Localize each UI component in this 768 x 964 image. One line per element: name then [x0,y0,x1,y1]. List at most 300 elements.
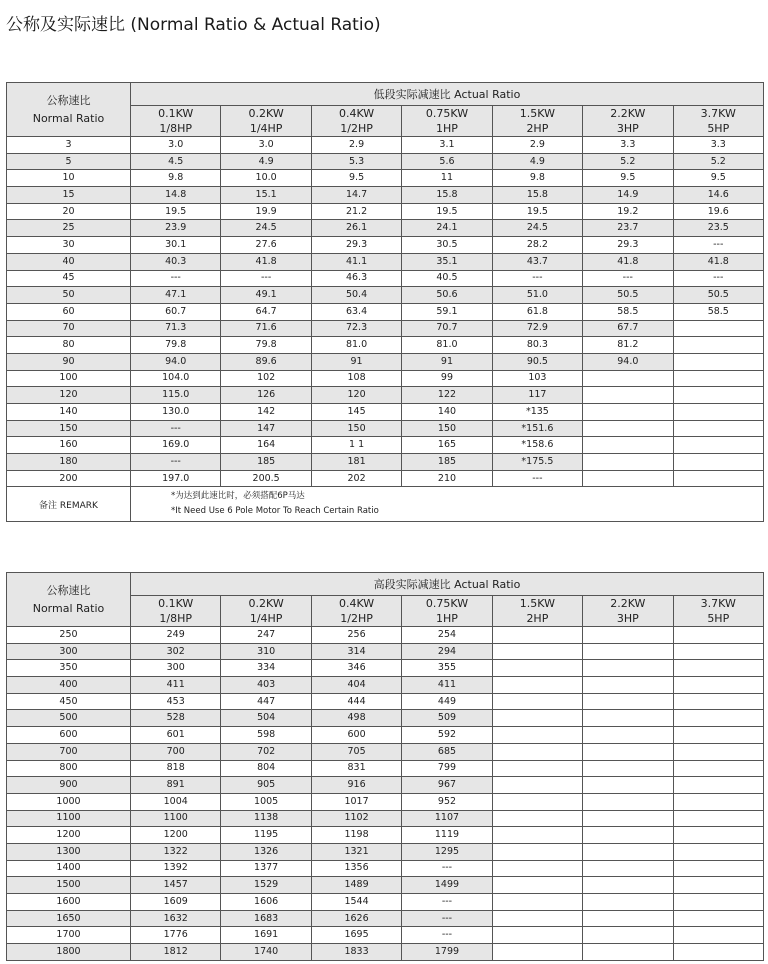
actual-ratio-cell: 79.8 [131,337,221,354]
table-row [7,203,764,220]
table-row [7,843,764,860]
actual-ratio-cell: 94.0 [131,353,221,370]
power-hp-label: 2HP [526,612,549,625]
actual-ratio-cell [492,793,582,810]
table-row [7,387,764,404]
power-column-header [492,106,582,137]
normal-ratio-cell: 70 [7,320,131,337]
actual-ratio-cell: 1632 [131,910,221,927]
actual-ratio-cell: 310 [221,643,311,660]
normal-ratio-label-cn: 公称速比 [46,583,91,597]
actual-ratio-cell [583,843,673,860]
actual-ratio-cell [492,927,582,944]
actual-ratio-cell: 411 [402,677,492,694]
actual-ratio-cell: 164 [221,437,311,454]
actual-ratio-cell: 130.0 [131,404,221,421]
table-row [7,810,764,827]
actual-ratio-cell [673,337,763,354]
actual-ratio-cell: 30.1 [131,237,221,254]
power-column-header [221,596,311,627]
actual-ratio-cell: 1100 [131,810,221,827]
actual-ratio-cell: 49.1 [221,287,311,304]
actual-ratio-cell: 1609 [131,894,221,911]
actual-ratio-cell: 449 [402,693,492,710]
power-column-header [131,596,221,627]
actual-ratio-cell: 9.8 [131,170,221,187]
actual-ratio-cell: 294 [402,643,492,660]
actual-ratio-cell: 247 [221,627,311,644]
actual-ratio-cell: 29.3 [583,237,673,254]
actual-ratio-cell [673,843,763,860]
actual-ratio-cell: 80.3 [492,337,582,354]
actual-ratio-cell: 1102 [311,810,401,827]
table-row [7,777,764,794]
actual-ratio-cell: 249 [131,627,221,644]
actual-ratio-cell [492,777,582,794]
actual-ratio-cell [673,877,763,894]
actual-ratio-cell: 334 [221,660,311,677]
power-hp-label: 5HP [707,122,730,135]
actual-ratio-cell: 1833 [311,944,401,961]
actual-ratio-cell [583,760,673,777]
actual-ratio-cell [583,777,673,794]
actual-ratio-cell: 3.0 [221,137,311,154]
actual-ratio-cell: 1499 [402,877,492,894]
actual-ratio-cell [492,760,582,777]
actual-ratio-cell [583,743,673,760]
actual-ratio-cell [673,370,763,387]
actual-ratio-cell [583,810,673,827]
actual-ratio-cell: 150 [311,420,401,437]
actual-ratio-cell: 14.6 [673,187,763,204]
actual-ratio-cell: 147 [221,420,311,437]
actual-ratio-cell: 1695 [311,927,401,944]
actual-ratio-cell: *175.5 [492,454,582,471]
actual-ratio-cell [673,320,763,337]
actual-ratio-cell: 403 [221,677,311,694]
normal-ratio-cell: 400 [7,677,131,694]
actual-ratio-cell [673,827,763,844]
actual-ratio-cell: 1 1 [311,437,401,454]
actual-ratio-cell: 24.1 [402,220,492,237]
table-row [7,677,764,694]
actual-ratio-cell: 705 [311,743,401,760]
actual-ratio-cell: 404 [311,677,401,694]
actual-ratio-cell: 14.9 [583,187,673,204]
actual-ratio-cell: 185 [221,454,311,471]
actual-ratio-cell: 1544 [311,894,401,911]
normal-ratio-cell: 1400 [7,860,131,877]
normal-ratio-cell: 1200 [7,827,131,844]
actual-ratio-cell: 314 [311,643,401,660]
actual-ratio-cell: 202 [311,470,401,487]
actual-ratio-cell: 799 [402,760,492,777]
actual-ratio-cell: 3.1 [402,137,492,154]
table-row [7,303,764,320]
table-row [7,643,764,660]
normal-ratio-cell: 100 [7,370,131,387]
actual-ratio-cell: --- [402,927,492,944]
remark-note-en: *It Need Use 6 Pole Motor To Reach Certain Ratio [171,506,379,517]
actual-ratio-cell: 40.3 [131,253,221,270]
power-kw-label: 2.2KW [610,107,646,120]
actual-ratio-cell [583,677,673,694]
actual-ratio-cell: 71.3 [131,320,221,337]
actual-ratio-cell: 15.8 [492,187,582,204]
actual-ratio-cell [492,860,582,877]
actual-ratio-cell [673,643,763,660]
table-row [7,827,764,844]
table-row [7,370,764,387]
actual-ratio-cell: 700 [131,743,221,760]
actual-ratio-cell [583,827,673,844]
actual-ratio-cell: 165 [402,437,492,454]
actual-ratio-cell: --- [583,270,673,287]
power-kw-label: 3.7KW [700,107,736,120]
normal-ratio-cell: 80 [7,337,131,354]
high-table-body [7,627,764,961]
power-hp-label: 3HP [616,612,639,625]
actual-ratio-cell: 181 [311,454,401,471]
actual-ratio-cell: 1691 [221,927,311,944]
actual-ratio-cell: 142 [221,404,311,421]
actual-ratio-cell: 1017 [311,793,401,810]
actual-ratio-cell: 140 [402,404,492,421]
table-row [7,660,764,677]
normal-ratio-cell: 1800 [7,944,131,961]
page-title: 公称及实际速比 (Normal Ratio & Actual Ratio) [6,15,381,35]
actual-ratio-cell: --- [492,270,582,287]
actual-ratio-cell: 59.1 [402,303,492,320]
power-hp-label: 1/8HP [159,122,193,135]
actual-ratio-cell: 50.6 [402,287,492,304]
table-row [7,353,764,370]
power-hp-label: 1/2HP [340,122,373,135]
actual-ratio-cell [673,910,763,927]
table-row [7,894,764,911]
actual-ratio-cell [673,710,763,727]
actual-ratio-cell: 1005 [221,793,311,810]
actual-ratio-cell: 1356 [311,860,401,877]
normal-ratio-cell: 350 [7,660,131,677]
normal-ratio-cell: 1300 [7,843,131,860]
low-table-body [7,137,764,487]
table-row [7,170,764,187]
actual-ratio-cell: 19.6 [673,203,763,220]
actual-ratio-cell [492,827,582,844]
actual-ratio-cell: --- [131,420,221,437]
normal-ratio-cell: 1650 [7,910,131,927]
actual-ratio-cell: 9.5 [673,170,763,187]
actual-ratio-cell [583,420,673,437]
power-kw-label: 0.4KW [338,597,375,610]
actual-ratio-cell: 115.0 [131,387,221,404]
table-row [7,743,764,760]
actual-ratio-cell: 10.0 [221,170,311,187]
power-column-header [221,106,311,137]
normal-ratio-cell: 1000 [7,793,131,810]
actual-ratio-cell: --- [492,470,582,487]
actual-ratio-cell: *135 [492,404,582,421]
actual-ratio-cell: 818 [131,760,221,777]
power-hp-label: 1/4HP [249,612,283,625]
actual-ratio-cell: 1107 [402,810,492,827]
table-row [7,437,764,454]
table-row [7,910,764,927]
actual-ratio-cell: 81.2 [583,337,673,354]
actual-ratio-cell: --- [402,910,492,927]
actual-ratio-cell: 831 [311,760,401,777]
actual-ratio-cell: 1377 [221,860,311,877]
normal-ratio-cell: 15 [7,187,131,204]
actual-ratio-cell: 60.7 [131,303,221,320]
actual-ratio-cell: 1321 [311,843,401,860]
actual-ratio-cell: 108 [311,370,401,387]
power-column-header [583,106,673,137]
actual-ratio-cell: *151.6 [492,420,582,437]
low-ratio-table [6,82,764,522]
normal-ratio-cell: 60 [7,303,131,320]
normal-ratio-cell: 30 [7,237,131,254]
actual-ratio-cell [492,693,582,710]
table-row [7,877,764,894]
actual-ratio-cell [673,660,763,677]
actual-ratio-cell: 91 [311,353,401,370]
actual-ratio-cell: 1812 [131,944,221,961]
normal-ratio-cell: 600 [7,727,131,744]
actual-ratio-cell: 91 [402,353,492,370]
power-column-header [583,596,673,627]
power-kw-label: 1.5KW [519,107,555,120]
actual-ratio-cell: 29.3 [311,237,401,254]
actual-ratio-cell [492,894,582,911]
table-row [7,404,764,421]
actual-ratio-cell [673,777,763,794]
actual-ratio-cell: 71.6 [221,320,311,337]
actual-ratio-cell [492,843,582,860]
table-row [7,253,764,270]
normal-ratio-label-en: Normal Ratio [32,601,105,615]
normal-ratio-cell: 150 [7,420,131,437]
actual-ratio-cell [492,643,582,660]
actual-ratio-cell: 23.5 [673,220,763,237]
normal-ratio-cell: 1700 [7,927,131,944]
actual-ratio-cell: 41.8 [673,253,763,270]
table-row [7,710,764,727]
table-row [7,470,764,487]
actual-ratio-cell: 592 [402,727,492,744]
actual-ratio-cell [583,454,673,471]
actual-ratio-cell [583,643,673,660]
table-row [7,220,764,237]
actual-ratio-cell [673,760,763,777]
power-hp-label: 1HP [436,122,458,135]
actual-ratio-cell [583,470,673,487]
actual-ratio-cell: 14.8 [131,187,221,204]
normal-ratio-cell: 25 [7,220,131,237]
actual-ratio-cell [583,437,673,454]
actual-ratio-cell [673,944,763,961]
actual-ratio-caption: 低段实际减速比 Actual Ratio [131,83,764,106]
actual-ratio-cell: --- [673,237,763,254]
actual-ratio-cell [673,693,763,710]
normal-ratio-cell: 120 [7,387,131,404]
actual-ratio-cell: 150 [402,420,492,437]
actual-ratio-cell [673,353,763,370]
power-column-header [311,596,401,627]
normal-ratio-cell: 20 [7,203,131,220]
power-hp-label: 1/2HP [340,612,373,625]
actual-ratio-cell: 444 [311,693,401,710]
actual-ratio-cell: 23.7 [583,220,673,237]
power-kw-label: 3.7KW [700,597,736,610]
actual-ratio-cell [673,927,763,944]
actual-ratio-cell: 1138 [221,810,311,827]
table-row [7,760,764,777]
table-row [7,927,764,944]
actual-ratio-cell: 41.8 [221,253,311,270]
actual-ratio-cell: 50.5 [583,287,673,304]
actual-ratio-cell [492,677,582,694]
normal-ratio-label-cn: 公称速比 [46,93,91,107]
actual-ratio-cell: 685 [402,743,492,760]
actual-ratio-cell: 1004 [131,793,221,810]
actual-ratio-cell [583,927,673,944]
actual-ratio-cell: --- [131,270,221,287]
power-hp-label: 2HP [526,122,549,135]
actual-ratio-cell [583,894,673,911]
actual-ratio-cell: 58.5 [583,303,673,320]
actual-ratio-cell: 1326 [221,843,311,860]
power-hp-label: 5HP [707,612,730,625]
actual-ratio-cell: 14.7 [311,187,401,204]
normal-ratio-cell: 1100 [7,810,131,827]
actual-ratio-cell [673,437,763,454]
actual-ratio-cell: 94.0 [583,353,673,370]
actual-ratio-cell: 891 [131,777,221,794]
actual-ratio-cell: 28.2 [492,237,582,254]
remark-label: 备注 REMARK [7,487,131,522]
actual-ratio-cell: 70.7 [402,320,492,337]
normal-ratio-cell: 50 [7,287,131,304]
actual-ratio-cell: 302 [131,643,221,660]
actual-ratio-cell: 601 [131,727,221,744]
actual-ratio-cell: 952 [402,793,492,810]
actual-ratio-cell [492,743,582,760]
actual-ratio-cell: 447 [221,693,311,710]
actual-ratio-cell: 19.2 [583,203,673,220]
actual-ratio-cell: 2.9 [492,137,582,154]
actual-ratio-cell: 46.3 [311,270,401,287]
actual-ratio-cell [492,710,582,727]
actual-ratio-cell: 30.5 [402,237,492,254]
actual-ratio-cell: 35.1 [402,253,492,270]
actual-ratio-cell: 4.5 [131,153,221,170]
power-hp-label: 1/4HP [249,122,283,135]
actual-ratio-cell: 702 [221,743,311,760]
normal-ratio-header [7,573,131,627]
table-row [7,237,764,254]
actual-ratio-cell: 411 [131,677,221,694]
actual-ratio-cell: 43.7 [492,253,582,270]
actual-ratio-cell [583,860,673,877]
actual-ratio-cell: 9.5 [583,170,673,187]
actual-ratio-cell [673,793,763,810]
normal-ratio-label-en: Normal Ratio [32,111,105,125]
actual-ratio-cell: --- [131,454,221,471]
actual-ratio-cell [673,677,763,694]
actual-ratio-cell: 905 [221,777,311,794]
actual-ratio-cell [673,894,763,911]
actual-ratio-cell: 24.5 [492,220,582,237]
actual-ratio-cell [583,404,673,421]
actual-ratio-cell: --- [221,270,311,287]
actual-ratio-cell: 3.0 [131,137,221,154]
actual-ratio-cell: 4.9 [221,153,311,170]
normal-ratio-cell: 1500 [7,877,131,894]
normal-ratio-header [7,83,131,137]
actual-ratio-cell: 5.2 [673,153,763,170]
actual-ratio-cell: 19.5 [131,203,221,220]
remark-note-cn: *为达到此速比时，必须搭配6P马达 [171,491,305,502]
table-row [7,153,764,170]
normal-ratio-cell: 250 [7,627,131,644]
actual-ratio-cell: 5.3 [311,153,401,170]
power-column-header [131,106,221,137]
actual-ratio-cell: 104.0 [131,370,221,387]
actual-ratio-cell: 72.3 [311,320,401,337]
actual-ratio-cell: 1489 [311,877,401,894]
actual-ratio-cell: *158.6 [492,437,582,454]
actual-ratio-cell: 1529 [221,877,311,894]
power-kw-label: 1.5KW [519,597,555,610]
actual-ratio-cell: 346 [311,660,401,677]
table-row [7,287,764,304]
power-column-header [311,106,401,137]
power-kw-label: 0.2KW [248,597,284,610]
normal-ratio-cell: 40 [7,253,131,270]
actual-ratio-cell: 598 [221,727,311,744]
power-kw-label: 0.4KW [338,107,375,120]
actual-ratio-cell [673,470,763,487]
actual-ratio-cell: 9.5 [311,170,401,187]
actual-ratio-cell: 185 [402,454,492,471]
actual-ratio-cell: 81.0 [402,337,492,354]
actual-ratio-cell: 300 [131,660,221,677]
actual-ratio-cell: 15.8 [402,187,492,204]
normal-ratio-cell: 200 [7,470,131,487]
actual-ratio-cell [492,627,582,644]
actual-ratio-cell: 509 [402,710,492,727]
actual-ratio-cell: 5.2 [583,153,673,170]
table-row [7,944,764,961]
actual-ratio-cell: 3.3 [583,137,673,154]
power-hp-label: 1/8HP [159,612,193,625]
power-column-header [673,106,763,137]
table-row [7,454,764,471]
actual-ratio-cell [673,743,763,760]
table-row [7,320,764,337]
normal-ratio-cell: 900 [7,777,131,794]
actual-ratio-cell: 126 [221,387,311,404]
power-kw-label: 0.2KW [248,107,284,120]
actual-ratio-cell: 2.9 [311,137,401,154]
normal-ratio-cell: 45 [7,270,131,287]
normal-ratio-cell: 3 [7,137,131,154]
actual-ratio-cell: 58.5 [673,303,763,320]
actual-ratio-cell: 11 [402,170,492,187]
actual-ratio-cell: 23.9 [131,220,221,237]
